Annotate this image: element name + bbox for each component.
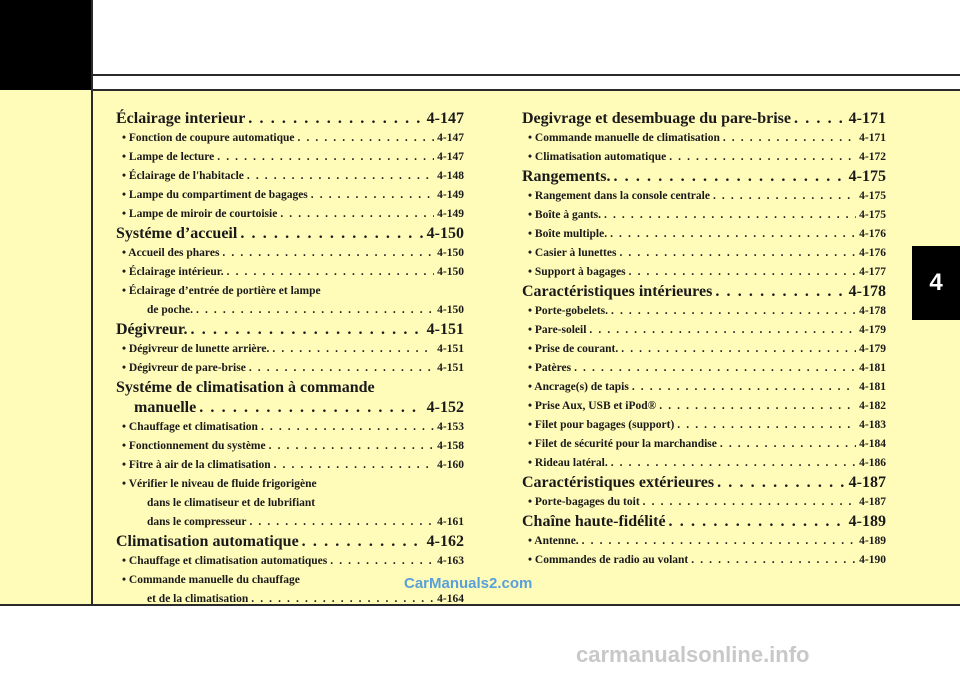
toc-subentry[interactable] [116, 590, 464, 609]
dot-leader [251, 590, 434, 609]
toc-entry-label: • Accueil des phares [122, 247, 220, 259]
toc-entry-label: • Prise Aux, USB et iPod® [528, 400, 657, 412]
toc-page-number: 4-179 [859, 343, 886, 355]
toc-page-number: 4-151 [437, 362, 464, 374]
dot-leader [610, 225, 856, 244]
toc-entry-label: • Casier à lunettes [528, 247, 617, 259]
toc-page-number: 4-182 [859, 400, 886, 412]
toc-entry-label: de poche. [147, 304, 193, 316]
toc-entry-label: Dégivreur. [116, 321, 188, 338]
toc-entry-label: • Filet pour bagages (support) [528, 419, 675, 431]
toc-subentry[interactable] [116, 148, 464, 167]
toc-page-number: 4-150 [426, 225, 464, 242]
toc-entry-label: dans le compresseur [147, 516, 247, 528]
toc-subentry[interactable] [116, 513, 464, 532]
toc-subentry[interactable] [116, 456, 464, 475]
toc-page-number: 4-158 [437, 440, 464, 452]
toc-subentry[interactable] [116, 437, 464, 456]
dot-leader [717, 473, 846, 493]
toc-page-number: 4-175 [859, 209, 886, 221]
dot-leader [574, 359, 856, 378]
toc-entry-label: Degivrage et desembuage du pare-brise [522, 110, 791, 127]
chapter-number: 4 [929, 269, 943, 296]
toc-entry-label: • Rideau latéral. [528, 457, 608, 469]
toc-page-number: 4-160 [437, 459, 464, 471]
dot-leader [217, 148, 434, 167]
toc-left-column [116, 109, 464, 609]
toc-entry-label: Systéme d’accueil [116, 225, 238, 242]
toc-page-number: 4-164 [437, 593, 464, 605]
toc-subentry[interactable] [522, 263, 886, 282]
dot-leader [720, 435, 856, 454]
toc-subentry[interactable] [116, 359, 464, 378]
dot-leader [227, 263, 435, 282]
dot-leader [589, 321, 856, 340]
toc-page-number: 4-176 [859, 247, 886, 259]
toc-subentry-text: • Vérifier le niveau de fluide frigorigène [122, 478, 317, 490]
toc-entry-label: Caractéristiques extérieures [522, 474, 715, 491]
toc-subentry[interactable] [116, 244, 464, 263]
toc-subentry[interactable] [522, 454, 886, 473]
toc-page-number: 4-151 [426, 321, 464, 338]
dot-leader [669, 512, 846, 532]
toc-page-number: 4-153 [437, 421, 464, 433]
toc-subentry[interactable] [522, 225, 886, 244]
toc-subentry[interactable] [522, 378, 886, 397]
toc-entry-label: • Fonctionnement du système [122, 440, 266, 452]
dot-leader [659, 397, 856, 416]
toc-subentry[interactable] [116, 418, 464, 437]
dot-leader [249, 359, 434, 378]
toc-entry-label: • Filet de sécurité pour la marchandise [528, 438, 717, 450]
toc-subentry[interactable] [522, 416, 886, 435]
toc-section-entry[interactable] [116, 320, 464, 340]
toc-subentry[interactable] [522, 187, 886, 206]
toc-subentry[interactable] [522, 493, 886, 512]
toc-page-number: 4-178 [848, 283, 886, 300]
toc-entry-label: • Lampe de miroir de courtoisie [122, 208, 278, 220]
dot-leader [604, 206, 856, 225]
toc-page-number: 4-186 [859, 457, 886, 469]
toc-page-number: 4-187 [859, 496, 886, 508]
toc-subentry-text: • Commande manuelle du chauffage [122, 574, 300, 586]
dot-leader [199, 398, 423, 418]
toc-right-column [522, 109, 886, 570]
toc-entry-label: • Climatisation automatique [528, 151, 667, 163]
toc-entry-label: • Porte-bagages du toit [528, 496, 640, 508]
dot-leader [691, 551, 856, 570]
toc-subentry[interactable] [116, 552, 464, 571]
toc-section-entry[interactable] [116, 224, 464, 244]
toc-page-number: 4-175 [848, 168, 886, 185]
dot-leader [669, 148, 856, 167]
dot-leader [240, 224, 423, 244]
toc-section-entry[interactable] [522, 167, 886, 187]
toc-page-number: 4-150 [437, 247, 464, 259]
toc-subentry[interactable] [522, 129, 886, 148]
dot-leader [298, 129, 435, 148]
toc-page-number: 4-147 [426, 110, 464, 127]
toc-entry-label: • Dégivreur de pare-brise [122, 362, 246, 374]
dot-leader [274, 456, 435, 475]
toc-page-number: 4-148 [437, 170, 464, 182]
toc-page-number: 4-190 [859, 554, 886, 566]
dot-leader [619, 244, 856, 263]
toc-entry-label: • Boîte à gants. [528, 209, 602, 221]
toc-page-number: 4-177 [859, 266, 886, 278]
toc-subentry[interactable] [116, 186, 464, 205]
dot-leader [713, 187, 856, 206]
toc-entry-label: • Antenne. [528, 535, 579, 547]
dot-leader [632, 378, 856, 397]
toc-page-number: 4-189 [859, 535, 886, 547]
toc-subentry-text: • Éclairage d’entrée de portière et lampe [122, 285, 321, 297]
dot-leader [613, 167, 845, 187]
toc-page-number: 4-178 [859, 305, 886, 317]
toc-entry-label: Caractéristiques intérieures [522, 283, 713, 300]
toc-entry-label: • Commandes de radio au volant [528, 554, 689, 566]
toc-entry-label: Éclairage interieur [116, 110, 246, 127]
dot-leader [272, 340, 434, 359]
toc-subentry[interactable] [522, 551, 886, 570]
toc-subentry[interactable] [522, 532, 886, 551]
dot-leader [677, 416, 856, 435]
dot-leader [582, 532, 856, 551]
toc-page-number: 4-176 [859, 228, 886, 240]
left-margin-strip [0, 90, 91, 604]
dot-leader [302, 532, 424, 552]
toc-entry-label: • Chauffage et climatisation [122, 421, 258, 433]
toc-entry-label: • Patères [528, 362, 572, 374]
header-rule [91, 74, 960, 76]
toc-subentry[interactable] [522, 321, 886, 340]
toc-entry-label: • Chauffage et climatisation automatiques [122, 555, 328, 567]
dot-leader [280, 205, 434, 224]
toc-page-number: 4-161 [437, 516, 464, 528]
toc-entry-label: • Ancrage(s) de tapis [528, 381, 629, 393]
toc-section-entry[interactable] [116, 109, 464, 129]
toc-section-entry[interactable] [522, 109, 886, 129]
toc-page-number: 4-184 [859, 438, 886, 450]
toc-entry-label: • Lampe du compartiment de bagages [122, 189, 308, 201]
toc-section-entry[interactable] [522, 282, 886, 302]
toc-page-number: 4-183 [859, 419, 886, 431]
toc-entry-label: • Fonction de coupure automatique [122, 132, 295, 144]
toc-section-entry[interactable] [116, 532, 464, 552]
toc-entry-label: • Éclairage intérieur. [122, 266, 224, 278]
toc-entry-label: • Prise de courant. [528, 343, 619, 355]
toc-page-number: 4-189 [848, 513, 886, 530]
dot-leader [723, 129, 856, 148]
toc-subentry[interactable] [522, 206, 886, 225]
toc-page-number: 4-187 [848, 474, 886, 491]
toc-section-entry[interactable] [116, 398, 464, 418]
toc-page-number: 4-181 [859, 362, 886, 374]
toc-page-number: 4-181 [859, 381, 886, 393]
chapter-tab[interactable] [912, 246, 960, 320]
watermark-carmanuals2[interactable]: CarManuals2.com [404, 575, 533, 592]
dot-leader [191, 320, 424, 340]
toc-entry-label: • Pare-soleil [528, 324, 587, 336]
toc-subentry[interactable] [116, 263, 464, 282]
toc-page-number: 4-149 [437, 189, 464, 201]
toc-subentry[interactable] [116, 205, 464, 224]
toc-entry-label: • Porte-gobelets. [528, 305, 609, 317]
toc-entry-label: • Dégivreur de lunette arrière. [122, 343, 270, 355]
dot-leader [247, 167, 434, 186]
toc-subentry[interactable] [522, 244, 886, 263]
dot-leader [261, 418, 434, 437]
toc-page-number: 4-163 [437, 555, 464, 567]
toc-entry-label: • Éclairage de l'habitacle [122, 170, 244, 182]
toc-entry-label: Climatisation automatique [116, 533, 299, 550]
toc-page-number: 4-152 [426, 399, 464, 416]
dot-leader [196, 301, 434, 320]
toc-section-heading: Systéme de climatisation à commande [116, 379, 375, 396]
toc-page-number: 4-171 [859, 132, 886, 144]
dot-leader [311, 186, 434, 205]
toc-entry-label: Rangements. [522, 168, 611, 185]
toc-subentry[interactable] [522, 397, 886, 416]
dot-leader [222, 244, 434, 263]
toc-page-number: 4-179 [859, 324, 886, 336]
dot-leader [715, 282, 845, 302]
toc-page-number: 4-147 [437, 132, 464, 144]
toc-entry-label: • Boîte multiple. [528, 228, 608, 240]
toc-page-number: 4-150 [437, 304, 464, 316]
watermark-carmanualsonline[interactable]: carmanualsonline.info [576, 642, 810, 667]
corner-black-block [0, 0, 91, 90]
toc-section-entry[interactable] [522, 512, 886, 532]
dot-leader [249, 513, 434, 532]
toc-entry-label: • Support à bagages [528, 266, 626, 278]
toc-page-number: 4-171 [848, 110, 886, 127]
toc-subentry[interactable] [116, 340, 464, 359]
dot-leader [269, 437, 435, 456]
dot-leader [248, 109, 423, 129]
content-top-rule [92, 89, 960, 91]
toc-subentry[interactable] [116, 167, 464, 186]
toc-subentry-text: dans le climatiseur et de lubrifiant [147, 497, 316, 509]
toc-subentry[interactable] [522, 148, 886, 167]
toc-section-entry[interactable] [522, 473, 886, 493]
toc-page-number: 4-147 [437, 151, 464, 163]
toc-page-number: 4-175 [859, 190, 886, 202]
toc-entry-label: et de la climatisation [147, 593, 249, 605]
toc-page-number: 4-149 [437, 208, 464, 220]
toc-page-number: 4-172 [859, 151, 886, 163]
toc-entry-label: • Commande manuelle de climatisation [528, 132, 720, 144]
toc-subentry[interactable] [522, 340, 886, 359]
toc-page-number: 4-151 [437, 343, 464, 355]
toc-subentry[interactable] [116, 129, 464, 148]
toc-entry-label: manuelle [134, 399, 197, 416]
dot-leader [330, 552, 434, 571]
toc-entry-label: • Lampe de lecture [122, 151, 215, 163]
dot-leader [611, 454, 856, 473]
dot-leader [794, 109, 846, 129]
toc-subentry[interactable] [522, 435, 886, 454]
dot-leader [643, 493, 856, 512]
toc-entry-label: • Rangement dans la console centrale [528, 190, 710, 202]
dot-leader [621, 340, 856, 359]
toc-subentry[interactable] [522, 302, 886, 321]
toc-entry-label: Chaîne haute-fidélité [522, 513, 666, 530]
toc-page-number: 4-162 [426, 533, 464, 550]
dot-leader [611, 302, 856, 321]
toc-subentry[interactable] [116, 301, 464, 320]
toc-page-number: 4-150 [437, 266, 464, 278]
dot-leader [629, 263, 857, 282]
toc-entry-label: • Fitre à air de la climatisation [122, 459, 271, 471]
toc-subentry[interactable] [522, 359, 886, 378]
